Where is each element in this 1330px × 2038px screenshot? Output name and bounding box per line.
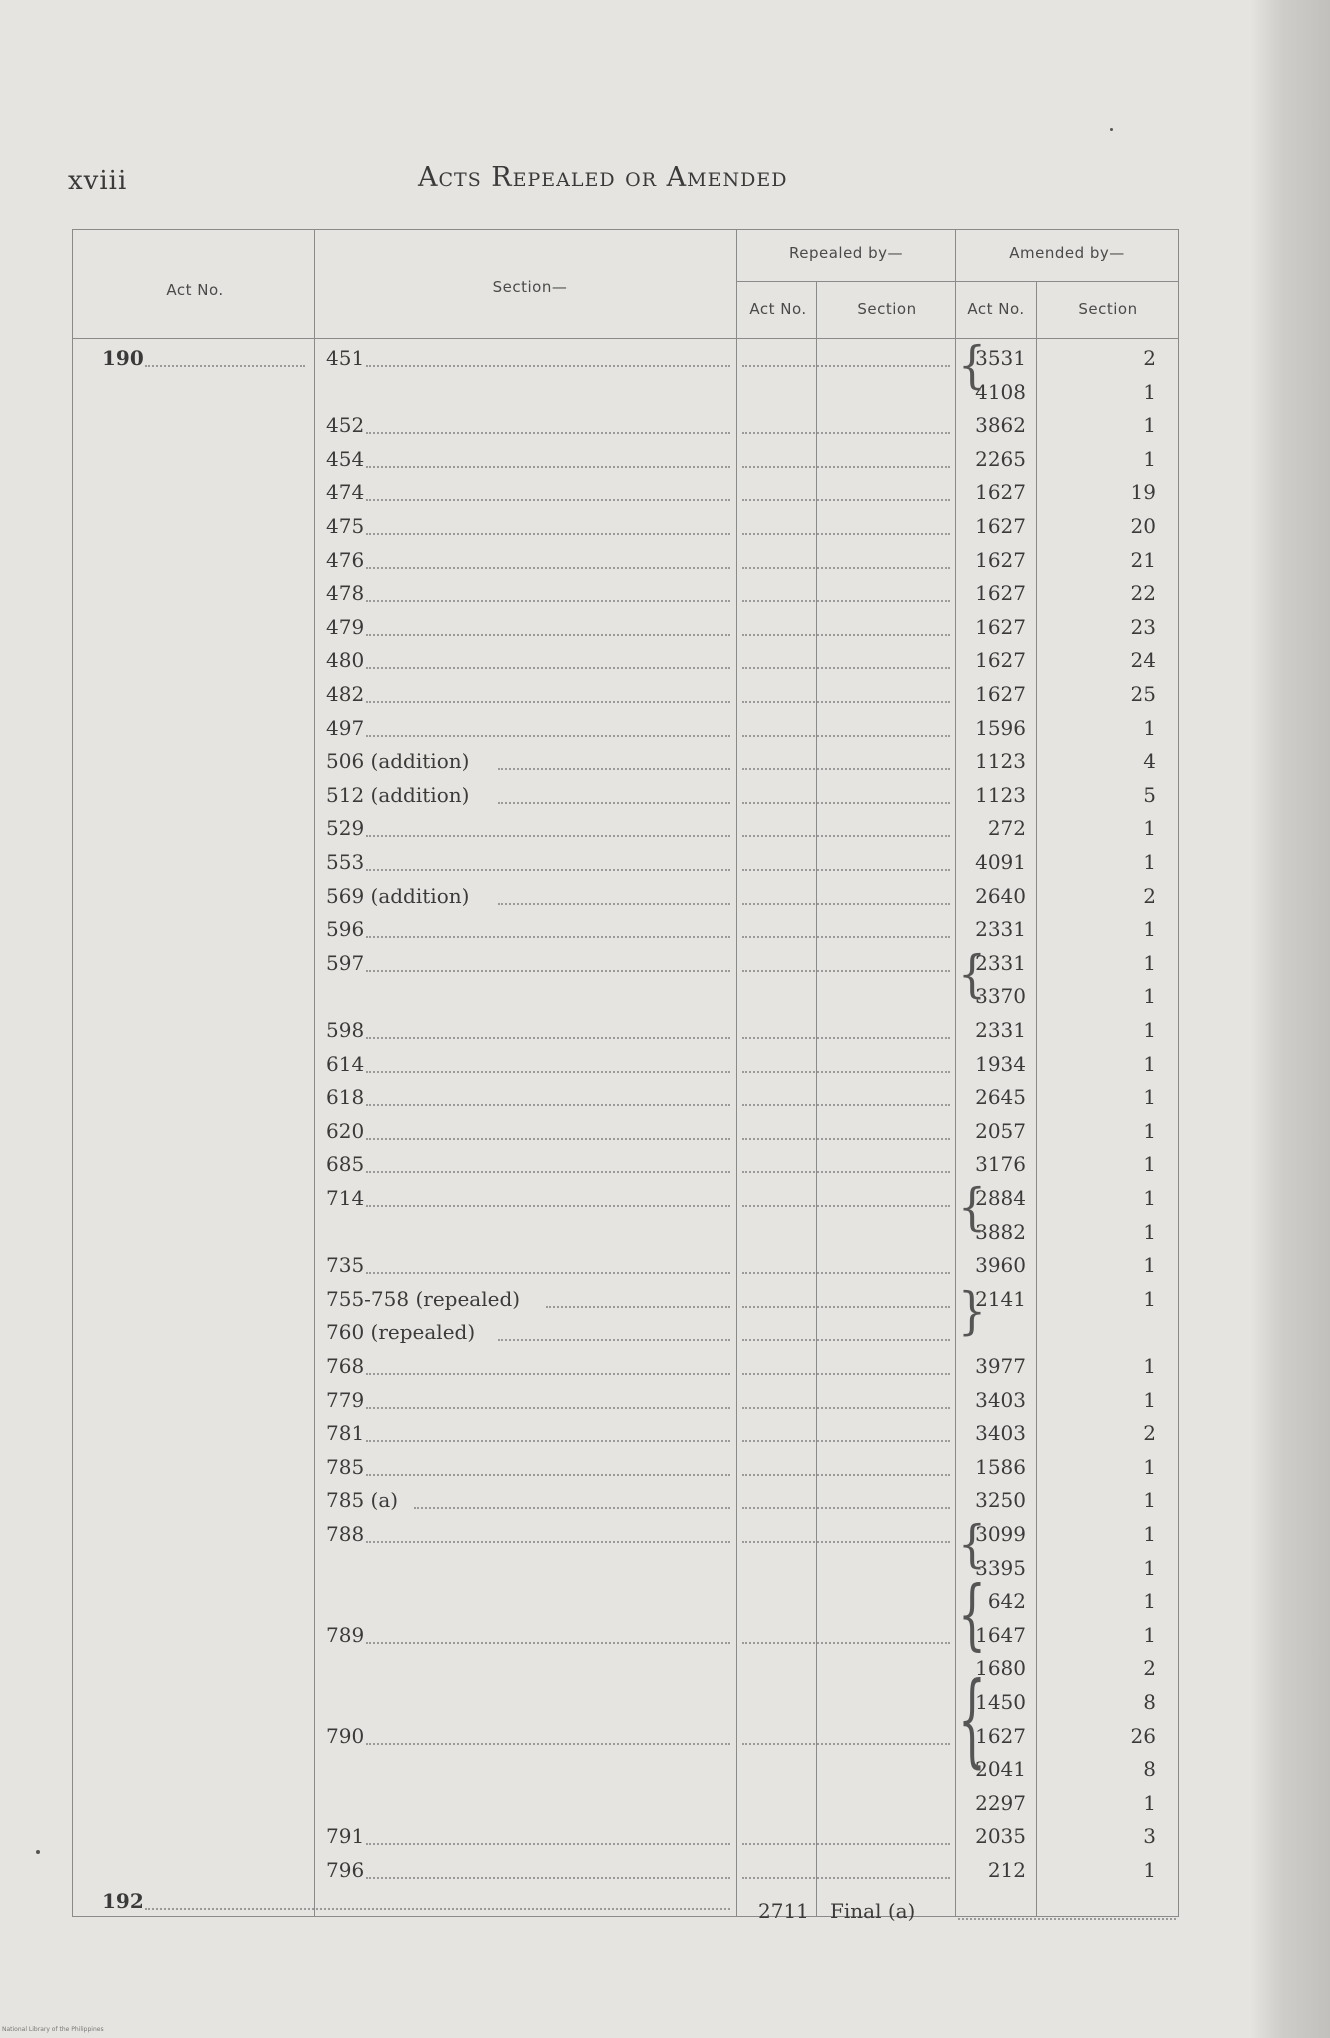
- col-header-repealed-by: Repealed by—: [788, 244, 903, 262]
- table-row: [0, 1687, 1330, 1717]
- dot-leader: [742, 1440, 950, 1442]
- dot-leader: [366, 1037, 730, 1039]
- library-credit: National Library of the Philippines: [2, 2026, 104, 2033]
- dot-leader: [366, 1138, 730, 1140]
- table-row: [0, 948, 1330, 978]
- section-number: 789: [326, 1622, 365, 1647]
- amend-section-number: 1: [1143, 1790, 1156, 1815]
- table-row: [0, 578, 1330, 608]
- amend-act-number: 1934: [975, 1051, 1026, 1076]
- amend-act-number: 1680: [975, 1656, 1026, 1681]
- amend-act-number: 1450: [975, 1690, 1026, 1714]
- amend-act-number: 3960: [975, 1253, 1026, 1278]
- section-number: 788: [326, 1522, 365, 1546]
- amend-act-number: 3862: [975, 413, 1026, 438]
- amend-act-number: 2331: [975, 917, 1026, 942]
- section-number: 506 (addition): [326, 749, 470, 774]
- dot-leader: [546, 1306, 730, 1308]
- table-row: [0, 1116, 1330, 1146]
- col-header-repeal-act-no: Act No.: [749, 300, 807, 318]
- amend-section-number: 1: [1143, 379, 1156, 404]
- section-number: 553: [326, 850, 365, 874]
- dot-leader: [742, 1642, 950, 1644]
- amend-act-number: 3531: [975, 346, 1026, 370]
- dot-leader: [742, 1306, 950, 1308]
- dot-leader: [742, 567, 950, 569]
- table-row: [0, 1653, 1330, 1683]
- amend-section-number: 1: [1143, 413, 1156, 438]
- amend-section-number: 20: [1130, 514, 1156, 538]
- repeal-section: Final (a): [830, 1899, 916, 1923]
- dot-leader: [366, 1877, 730, 1879]
- amend-section-number: 1: [1143, 1253, 1156, 1278]
- dot-leader: [145, 1908, 730, 1910]
- amend-act-number: 4091: [975, 850, 1026, 874]
- page-title: Acts Repealed or Amended: [418, 162, 788, 193]
- amend-act-number: 4108: [975, 379, 1026, 404]
- amend-act-number: 2884: [975, 1186, 1026, 1210]
- amend-act-number: 2265: [975, 446, 1026, 471]
- table-row: [0, 1519, 1330, 1549]
- amend-section-number: 1: [1143, 1085, 1156, 1110]
- amend-act-number: 1627: [975, 614, 1026, 639]
- dot-leader: [366, 735, 730, 737]
- table-row: [0, 1082, 1330, 1112]
- amend-section-number: 1: [1143, 1354, 1156, 1378]
- amend-act-number: 642: [987, 1589, 1026, 1614]
- amend-act-number: 2331: [975, 1018, 1026, 1042]
- dot-leader: [366, 1474, 730, 1476]
- section-number: 755-758 (repealed): [326, 1286, 521, 1311]
- amend-act-number: 3370: [975, 984, 1026, 1009]
- dot-leader: [742, 936, 950, 938]
- amend-act-number: 2035: [975, 1824, 1026, 1849]
- dot-leader: [742, 903, 950, 905]
- header-rule: [72, 338, 1179, 339]
- dot-leader: [366, 667, 730, 669]
- amend-section-number: 1: [1143, 1219, 1156, 1244]
- amend-act-number: 3882: [975, 1219, 1026, 1244]
- table-row: [0, 1821, 1330, 1851]
- table-row: [0, 343, 1330, 373]
- table-row: [0, 914, 1330, 944]
- amend-section-number: 5: [1143, 782, 1156, 807]
- dot-leader: [958, 1918, 1176, 1920]
- dot-leader: [366, 1541, 730, 1543]
- section-number: 598: [326, 1018, 365, 1042]
- amend-act-number: 2057: [975, 1118, 1026, 1143]
- amend-act-number: 1586: [975, 1454, 1026, 1479]
- amend-section-number: 1: [1143, 1018, 1156, 1042]
- amend-section-number: 1: [1143, 816, 1156, 841]
- dot-leader: [366, 634, 730, 636]
- brace-icon: {: [958, 1515, 986, 1574]
- dot-leader: [742, 1743, 950, 1745]
- amend-section-number: 2: [1143, 1656, 1156, 1681]
- repeal-act-number: 2711: [758, 1899, 809, 1923]
- brace-icon: {: [958, 945, 986, 1004]
- header-rule: [736, 281, 1179, 282]
- section-number: 791: [326, 1824, 365, 1849]
- table-row: [0, 679, 1330, 709]
- amend-section-number: 8: [1143, 1690, 1156, 1714]
- amend-section-number: 1: [1143, 1858, 1156, 1882]
- amend-act-number: 3403: [975, 1387, 1026, 1412]
- amend-act-number: 212: [987, 1858, 1026, 1882]
- amend-act-number: 1627: [975, 581, 1026, 606]
- section-number: 482: [326, 682, 365, 706]
- dot-leader: [742, 768, 950, 770]
- amend-act-number: 3176: [975, 1152, 1026, 1177]
- amend-section-number: 3: [1143, 1824, 1156, 1849]
- amend-act-number: 2297: [975, 1790, 1026, 1815]
- table-row: [0, 545, 1330, 575]
- dot-leader: [742, 1877, 950, 1879]
- section-number: 475: [326, 514, 365, 538]
- amend-act-number: 1647: [975, 1622, 1026, 1647]
- dot-leader: [742, 735, 950, 737]
- dot-leader: [366, 499, 730, 501]
- amend-act-number: 1123: [975, 749, 1026, 774]
- dot-leader: [366, 533, 730, 535]
- amend-act-number: 1627: [975, 682, 1026, 706]
- dot-leader: [742, 1104, 950, 1106]
- amend-section-number: 26: [1130, 1723, 1156, 1748]
- paper-speck: [36, 1850, 40, 1854]
- dot-leader: [742, 1205, 950, 1207]
- amend-section-number: 1: [1143, 950, 1156, 975]
- dot-leader: [742, 869, 950, 871]
- section-number: 480: [326, 648, 365, 673]
- amend-act-number: 1596: [975, 715, 1026, 740]
- amend-section-number: 22: [1130, 581, 1156, 606]
- dot-leader: [414, 1507, 730, 1509]
- dot-leader: [366, 1272, 730, 1274]
- section-number: 476: [326, 547, 365, 572]
- amend-section-number: 1: [1143, 1286, 1156, 1311]
- amend-section-number: 1: [1143, 1454, 1156, 1479]
- table-row: [0, 1855, 1330, 1885]
- col-header-section: Section—: [492, 278, 568, 296]
- amend-section-number: 2: [1143, 883, 1156, 908]
- section-number: 768: [326, 1354, 365, 1378]
- amend-act-number: 2331: [975, 950, 1026, 975]
- section-number: 785: [326, 1454, 365, 1479]
- brace-icon: {: [958, 1570, 986, 1660]
- table-row: [0, 511, 1330, 541]
- table-row: [0, 1149, 1330, 1179]
- brace-icon: }: [958, 1282, 986, 1341]
- col-header-amended-by: Amended by—: [1009, 244, 1125, 262]
- amend-act-number: 3395: [975, 1555, 1026, 1580]
- section-number: 779: [326, 1387, 365, 1412]
- act-number: 190: [102, 346, 144, 370]
- dot-leader: [742, 600, 950, 602]
- table-row: [0, 1721, 1330, 1751]
- amend-section-number: 1: [1143, 1152, 1156, 1177]
- section-number: 596: [326, 917, 365, 942]
- dot-leader: [366, 1373, 730, 1375]
- dot-leader: [366, 1642, 730, 1644]
- amend-act-number: 1627: [975, 547, 1026, 572]
- amend-section-number: 1: [1143, 1622, 1156, 1647]
- page-number: xviii: [68, 166, 128, 196]
- table-row: [0, 1015, 1330, 1045]
- section-number: 790: [326, 1723, 365, 1748]
- table-row: [0, 645, 1330, 675]
- dot-leader: [145, 365, 305, 367]
- dot-leader: [366, 567, 730, 569]
- section-number: 529: [326, 816, 365, 841]
- section-number: 452: [326, 413, 365, 438]
- dot-leader: [366, 600, 730, 602]
- dot-leader: [742, 1171, 950, 1173]
- dot-leader: [742, 432, 950, 434]
- amend-act-number: 1123: [975, 782, 1026, 807]
- amend-section-number: 23: [1130, 614, 1156, 639]
- amend-act-number: 3099: [975, 1522, 1026, 1546]
- amend-section-number: 2: [1143, 1421, 1156, 1446]
- table-row: [0, 1183, 1330, 1213]
- col-header-act-no: Act No.: [166, 281, 224, 299]
- col-header-amend-act-no: Act No.: [967, 300, 1025, 318]
- section-number: 497: [326, 715, 365, 740]
- amend-act-number: 3977: [975, 1354, 1026, 1378]
- dot-leader: [742, 634, 950, 636]
- table-row: [0, 377, 1330, 407]
- amend-section-number: 1: [1143, 1118, 1156, 1143]
- table-row: [0, 1418, 1330, 1448]
- section-number: 474: [326, 480, 365, 505]
- amend-section-number: 8: [1143, 1757, 1156, 1782]
- section-number: 597: [326, 950, 365, 975]
- table-row: [0, 1485, 1330, 1515]
- table-row: [0, 1351, 1330, 1381]
- section-number: 478: [326, 581, 365, 606]
- dot-leader: [366, 1743, 730, 1745]
- table-row: [0, 746, 1330, 776]
- amend-section-number: 1: [1143, 715, 1156, 740]
- amend-act-number: 2141: [975, 1286, 1026, 1311]
- dot-leader: [498, 1339, 730, 1341]
- table-row: [0, 713, 1330, 743]
- table-row: [0, 1886, 1330, 1923]
- dot-leader: [366, 1440, 730, 1442]
- dot-leader: [498, 768, 730, 770]
- dot-leader: [742, 1474, 950, 1476]
- amend-act-number: 272: [987, 816, 1026, 841]
- section-number: 618: [326, 1085, 365, 1110]
- table-row: [0, 1385, 1330, 1415]
- section-number: 479: [326, 614, 365, 639]
- paper-speck: [1110, 128, 1113, 131]
- amend-act-number: 2640: [975, 883, 1026, 908]
- dot-leader: [366, 869, 730, 871]
- table-row: [0, 881, 1330, 911]
- dot-leader: [742, 835, 950, 837]
- brace-icon: {: [958, 1662, 986, 1780]
- amend-section-number: 1: [1143, 850, 1156, 874]
- section-number: 796: [326, 1858, 365, 1882]
- amend-section-number: 1: [1143, 1051, 1156, 1076]
- dot-leader: [742, 1272, 950, 1274]
- amend-section-number: 1: [1143, 1186, 1156, 1210]
- table-row: [0, 1217, 1330, 1247]
- section-number: 569 (addition): [326, 883, 470, 908]
- table-row: [0, 1586, 1330, 1616]
- amend-act-number: 3250: [975, 1488, 1026, 1513]
- brace-icon: {: [958, 336, 986, 395]
- section-number: 685: [326, 1152, 365, 1177]
- section-number: 735: [326, 1253, 365, 1278]
- section-number: 785 (a): [326, 1488, 399, 1513]
- dot-leader: [366, 701, 730, 703]
- amend-act-number: 1627: [975, 648, 1026, 673]
- amend-section-number: 1: [1143, 1522, 1156, 1546]
- section-number: 781: [326, 1421, 365, 1446]
- section-number: 614: [326, 1051, 365, 1076]
- dot-leader: [366, 365, 730, 367]
- table-row: [0, 1284, 1330, 1314]
- dot-leader: [366, 1171, 730, 1173]
- amend-act-number: 1627: [975, 514, 1026, 538]
- dot-leader: [742, 499, 950, 501]
- section-number: 714: [326, 1186, 365, 1210]
- dot-leader: [366, 1104, 730, 1106]
- amend-section-number: 4: [1143, 749, 1156, 774]
- dot-leader: [742, 1373, 950, 1375]
- dot-leader: [742, 1507, 950, 1509]
- table-row: [0, 1049, 1330, 1079]
- amend-section-number: 1: [1143, 984, 1156, 1009]
- dot-leader: [742, 1071, 950, 1073]
- table-row: [0, 1452, 1330, 1482]
- table-row: [0, 1317, 1330, 1347]
- amend-section-number: 2: [1143, 346, 1156, 370]
- amend-section-number: 1: [1143, 1589, 1156, 1614]
- amend-section-number: 24: [1130, 648, 1156, 673]
- table-row: [0, 1553, 1330, 1583]
- dot-leader: [366, 835, 730, 837]
- dot-leader: [498, 802, 730, 804]
- amend-section-number: 1: [1143, 917, 1156, 942]
- dot-leader: [742, 1037, 950, 1039]
- amend-section-number: 1: [1143, 1387, 1156, 1412]
- dot-leader: [366, 1407, 730, 1409]
- amend-section-number: 1: [1143, 446, 1156, 471]
- section-number: 512 (addition): [326, 782, 470, 807]
- section-number: 451: [326, 346, 365, 370]
- table-row: [0, 1250, 1330, 1280]
- dot-leader: [742, 1541, 950, 1543]
- amend-act-number: 1627: [975, 480, 1026, 505]
- dot-leader: [366, 1071, 730, 1073]
- act-number: 192: [102, 1889, 144, 1913]
- table-row: [0, 1620, 1330, 1650]
- table-row: [0, 477, 1330, 507]
- dot-leader: [742, 667, 950, 669]
- dot-leader: [742, 365, 950, 367]
- dot-leader: [742, 1407, 950, 1409]
- dot-leader: [742, 466, 950, 468]
- dot-leader: [498, 903, 730, 905]
- amend-section-number: 21: [1130, 547, 1156, 572]
- dot-leader: [366, 1205, 730, 1207]
- amend-act-number: 2041: [975, 1757, 1026, 1782]
- table-row: [0, 1754, 1330, 1784]
- dot-leader: [742, 802, 950, 804]
- col-header-amend-section: Section: [1078, 300, 1138, 318]
- dot-leader: [742, 701, 950, 703]
- table-row: [0, 612, 1330, 642]
- dot-leader: [366, 432, 730, 434]
- table-row: [0, 813, 1330, 843]
- table-row: [0, 981, 1330, 1011]
- section-number: 454: [326, 446, 365, 471]
- table-row: [0, 1788, 1330, 1818]
- dot-leader: [742, 1843, 950, 1845]
- amend-act-number: 3403: [975, 1421, 1026, 1446]
- dot-leader: [742, 1339, 950, 1341]
- table-row: [0, 410, 1330, 440]
- amend-act-number: 1627: [975, 1723, 1026, 1748]
- brace-icon: {: [958, 1178, 986, 1237]
- section-number: 760 (repealed): [326, 1320, 476, 1345]
- dot-leader: [742, 970, 950, 972]
- dot-leader: [366, 970, 730, 972]
- col-header-repeal-section: Section: [857, 300, 917, 318]
- amend-section-number: 19: [1130, 480, 1156, 505]
- dot-leader: [366, 466, 730, 468]
- table-row: [0, 847, 1330, 877]
- amend-section-number: 1: [1143, 1488, 1156, 1513]
- amend-section-number: 1: [1143, 1555, 1156, 1580]
- dot-leader: [366, 936, 730, 938]
- table-row: [0, 444, 1330, 474]
- dot-leader: [366, 1843, 730, 1845]
- section-number: 620: [326, 1118, 365, 1143]
- dot-leader: [742, 533, 950, 535]
- dot-leader: [742, 1138, 950, 1140]
- amend-act-number: 2645: [975, 1085, 1026, 1110]
- table-row: [0, 780, 1330, 810]
- amend-section-number: 25: [1130, 682, 1156, 706]
